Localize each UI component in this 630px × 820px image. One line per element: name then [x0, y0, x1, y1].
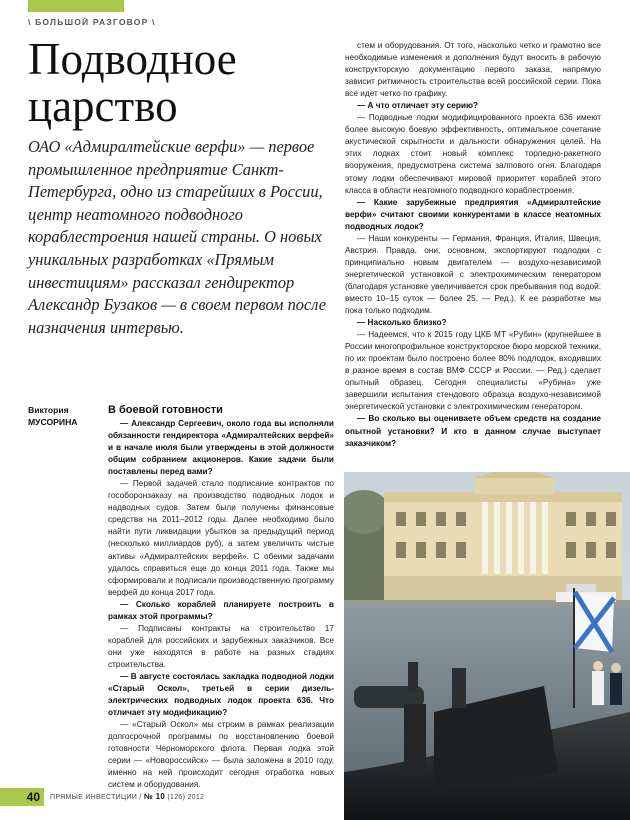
interview-answer: — Наши конкуренты — Германия, Франция, Италия, Швеция, Австрия. Правда, они, основном, экспортируют подлодки с принципиально новым двигателем — воздухо-независимой энергетической установкой с электрохимическим генератором (благодаря установке увеличивается срок пребывания под водой: вместо 10–15 суток — более 25. — Ред.). К ее разработке мы пока только подходим. [345, 233, 601, 316]
interview-answer: — Первой задачей стало подписание контрактов по гособоронзаказу на производство подводных лодок и надводных судов. Затем были получены финансовые средства на 2011–2012 годы. Далее необходимо было найти пути ликвидации убытков за предыдущий период (несколько миллиардов руб), а затем увеличить чистые активы «Адмиралтейских верфей». С обеими задачами удалось справиться еще до конца 2011 года. Также мы сформировали и подписали производственную программу верфей до конца 2017 года. [108, 479, 334, 597]
rubric-label: \ БОЛЬШОЙ РАЗГОВОР \ [28, 17, 156, 27]
magazine-credit [50, 792, 204, 801]
interview-question: — Сколько кораблей планируете построить в рамках этой программы? [108, 599, 334, 621]
page-number: 40 [0, 788, 44, 806]
issue-number: № 10 [143, 792, 166, 801]
interview-question: — Александр Сергеевич, около года вы исполняли обязанности гендиректора «Адмиралтейских верфей» и в начале июля были утверждены в этой должности общим собранием акционеров. Какие задачи были поставлены перед вами? [108, 419, 334, 477]
submarine-photo-illustration [344, 472, 630, 820]
col1-paragraphs [108, 418, 334, 791]
interview-answer: стем и оборудования. От того, насколько четко и грамотно все необходимые изменения и дополнения будут вносить в рабочую конструкторскую документацию первого заказа, напрямую зависит ритмичность строительства всей российской серии. Пока все идет четко по графику. [345, 41, 601, 99]
author-first-name: Виктория [28, 405, 69, 415]
interview-question: — Какие зарубежные предприятия «Адмиралтейские верфи» считают своими конкурентами в классе неатомных подводных лодок? [345, 197, 601, 231]
article-photo-submarine [344, 472, 630, 820]
title-line-2: царство [28, 81, 178, 131]
top-accent-bar [28, 0, 124, 12]
interview-question: — Во сколько вы оцениваете объем средств на создание опытной установки? И кто в данном случае выступает заказчиком? [345, 414, 601, 448]
interview-answer: — Надеемся, что к 2015 году ЦКБ МТ «Рубин» (крупнейшее в России многопрофильное конструкторское бюро морской техники, по их проектам было построено более 80% подлодок, входивших в разное время в состав ВМФ СССР и России. — Ред.) сделает опытный образец. Сегодня специалисты «Рубина» уже завершили испытания стендового образца воздухо-независимой энергетической установки с электрохимическим генератором. [345, 330, 601, 412]
interview-answer: — «Старый Оскол» мы строим в рамках реализации долгосрочной программы по восстановлению боевой готовности Черноморского флота. Первая лодка этой серии — «Новороссийск» — была заложена в 2010 году, именно на ней происходит сегодня отработка новых систем и оборудования. [108, 720, 334, 790]
interview-question: — Насколько близко? [357, 318, 447, 328]
interview-answer: — Подводные лодки модифицированного проекта 636 имеют более высокую боевую эффективность, оптимальное сочетание акустической скрытности и дальности обнаружения целей. На этих лодках стоит новый комплекс торпедно-ракетного вооружения, предусмотрена система залпового огня. Благодаря этому лодки обеспечивают мировой приоритет кораблей этого класса в области неатомного подводного кораблестроения. [345, 113, 601, 195]
issue-details: (126) 2012 [165, 794, 205, 801]
article-lead: ОАО «Адмиралтейские верфи» — первое промышленное предприятие Санкт-Петербурга, одно из старейших в России, центр неатомного подводного кораблестроения нашей страны. О новых уникальных разработках «Прямым инвестициям» рассказал гендиректор Александр Бузаков — в своем первом после назначения интервью. [28, 137, 327, 337]
column-left [108, 404, 334, 791]
interview-question: — А что отличает эту серию? [357, 101, 479, 111]
section-heading: В боевой готовности [108, 404, 223, 416]
author-last-name: МУСОРИНА [28, 417, 78, 427]
title-line-1: Подводное [28, 34, 237, 84]
page-footer [0, 788, 630, 808]
column-right [345, 40, 601, 450]
article-title [28, 36, 328, 130]
col2-paragraphs [345, 40, 601, 450]
interview-question: — В августе состоялась закладка подводной лодки «Старый Оскол», третьей в серии дизель-электрических подводных лодок проекта 636. Что отличает эту модификацию? [108, 671, 334, 718]
interview-answer: — Подписаны контракты на строительство 17 кораблей для российских и зарубежных заказчиков. Все они уже находятся в работе на разных стадиях строительства. [108, 623, 334, 669]
magazine-name: ПРЯМЫЕ ИНВЕСТИЦИИ / [50, 794, 144, 801]
author-byline [28, 404, 106, 428]
